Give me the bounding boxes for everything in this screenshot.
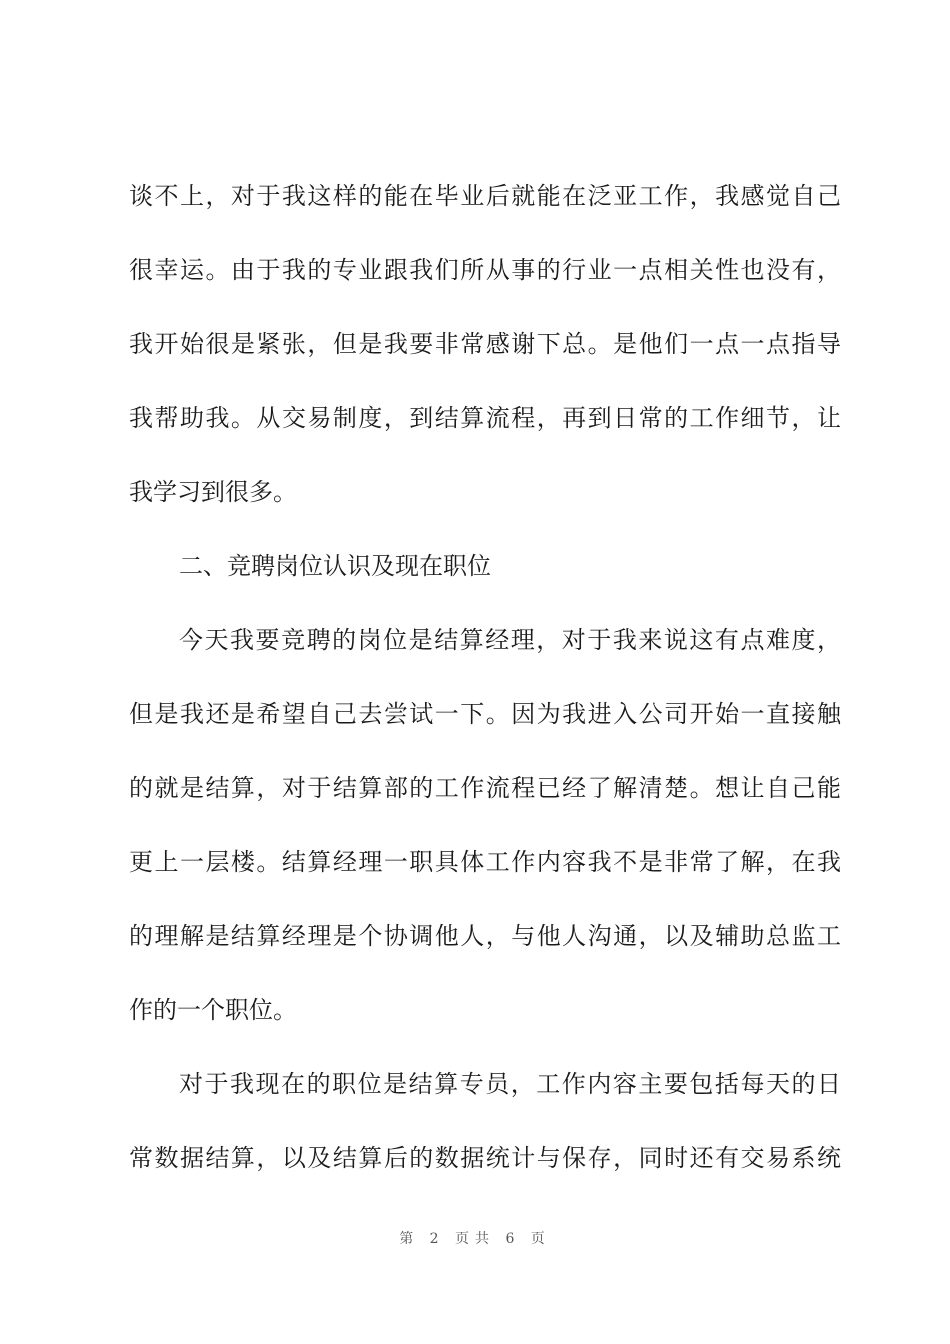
page-number-footer: 第 2 页共 6 页 (399, 1231, 551, 1247)
section-heading: 二、竞聘岗位认识及现在职位 (179, 552, 491, 580)
body-text-line: 谈不上，对于我这样的能在毕业后就能在泛亚工作，我感觉自己 (129, 182, 841, 210)
body-text-line: 常数据结算，以及结算后的数据统计与保存，同时还有交易系统 (129, 1144, 841, 1172)
body-text-line: 我学习到很多。 (129, 478, 297, 506)
body-text-line: 更上一层楼。结算经理一职具体工作内容我不是非常了解，在我 (129, 848, 841, 876)
body-text-line: 的就是结算，对于结算部的工作流程已经了解清楚。想让自己能 (129, 774, 841, 802)
body-text-line: 今天我要竞聘的岗位是结算经理，对于我来说这有点难度， (179, 626, 841, 654)
body-text-line: 的理解是结算经理是个协调他人，与他人沟通，以及辅助总监工 (129, 922, 841, 950)
body-text-line: 我帮助我。从交易制度，到结算流程，再到日常的工作细节，让 (129, 404, 841, 432)
body-text-line: 但是我还是希望自己去尝试一下。因为我进入公司开始一直接触 (129, 700, 841, 728)
body-text-line: 对于我现在的职位是结算专员，工作内容主要包括每天的日 (179, 1070, 841, 1098)
body-text-line: 我开始很是紧张，但是我要非常感谢下总。是他们一点一点指导 (129, 330, 841, 358)
body-text-line: 很幸运。由于我的专业跟我们所从事的行业一点相关性也没有， (129, 256, 841, 284)
body-text-line: 作的一个职位。 (129, 996, 297, 1024)
